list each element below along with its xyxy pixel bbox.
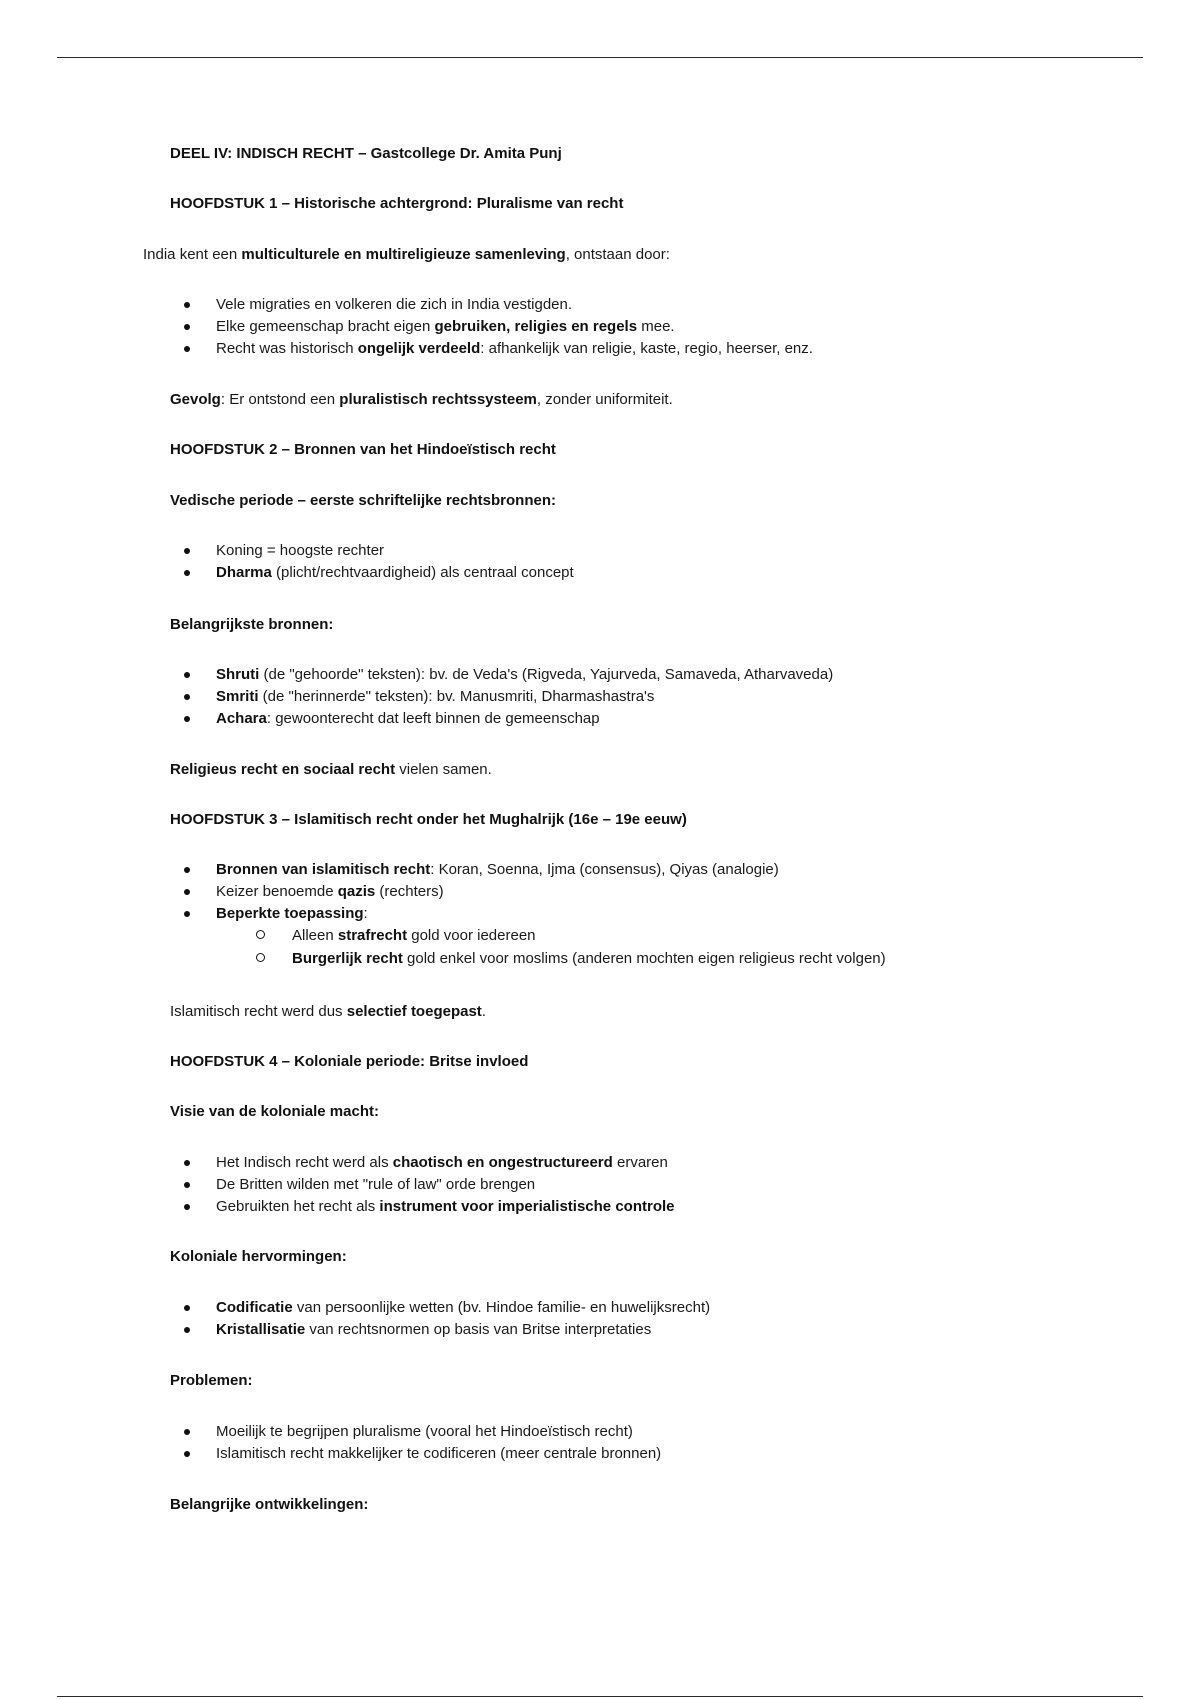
vedic-list (184, 540, 574, 584)
bullet-icon (184, 570, 190, 576)
list-item: Keizer benoemde qazis (rechters) (184, 881, 779, 903)
list-item: Islamitisch recht makkelijker te codificeren (meer centrale bronnen) (184, 1443, 661, 1465)
list-item: Burgerlijk recht gold enkel voor moslims (anderen mochten eigen religieus recht volgen) (256, 948, 886, 971)
list-item: Het Indisch recht werd als chaotisch en ongestructureerd ervaren (184, 1152, 675, 1174)
sources-heading: Belangrijkste bronnen: (170, 616, 334, 633)
gevolg-paragraph: Gevolg: Er ontstond een pluralistisch rechtssysteem, zonder uniformiteit. (170, 391, 673, 408)
chapter-1-heading: HOOFDSTUK 1 – Historische achtergrond: Pluralisme van recht (170, 195, 624, 212)
list-item: Koning = hoogste rechter (184, 540, 574, 562)
chapter-3-heading: HOOFDSTUK 3 – Islamitisch recht onder het Mughalrijk (16e – 19e eeuw) (170, 811, 687, 828)
circle-bullet-icon (256, 953, 265, 962)
document-title: DEEL IV: INDISCH RECHT – Gastcollege Dr. Amita Punj (170, 145, 562, 162)
bullet-icon (184, 1204, 190, 1210)
bullet-icon (184, 889, 190, 895)
list-item: Smriti (de "herinnerde" teksten): bv. Manusmriti, Dharmashastra's (184, 686, 833, 708)
list-item: Gebruikten het recht als instrument voor imperialistische controle (184, 1196, 675, 1218)
colonial-reforms-heading: Koloniale hervormingen: (170, 1248, 347, 1265)
problems-list (184, 1421, 661, 1465)
application-sublist (216, 925, 886, 971)
vedic-period-heading: Vedische periode – eerste schriftelijke rechtsbronnen: (170, 492, 556, 509)
problems-heading: Problemen: (170, 1372, 253, 1389)
colonial-vision-heading: Visie van de koloniale macht: (170, 1103, 379, 1120)
bullet-icon (184, 1327, 190, 1333)
bullet-icon (184, 548, 190, 554)
bullet-icon (184, 672, 190, 678)
migration-list (184, 294, 813, 360)
list-item: Alleen strafrecht gold voor iedereen (256, 925, 886, 948)
list-item: Kristallisatie van rechtsnormen op basis van Britse interpretaties (184, 1319, 710, 1341)
bullet-icon (184, 694, 190, 700)
chapter-4-heading: HOOFDSTUK 4 – Koloniale periode: Britse invloed (170, 1053, 529, 1070)
list-item: Achara: gewoonterecht dat leeft binnen de gemeenschap (184, 708, 833, 730)
list-item: Codificatie van persoonlijke wetten (bv. Hindoe familie- en huwelijksrecht) (184, 1297, 710, 1319)
list-item: Vele migraties en volkeren die zich in India vestigden. (184, 294, 813, 316)
list-item: Elke gemeenschap bracht eigen gebruiken, religies en regels mee. (184, 316, 813, 338)
list-item: Dharma (plicht/rechtvaardigheid) als centraal concept (184, 562, 574, 584)
bullet-icon (184, 1160, 190, 1166)
bullet-icon (184, 346, 190, 352)
chapter-2-heading: HOOFDSTUK 2 – Bronnen van het Hindoeïstisch recht (170, 441, 556, 458)
bullet-icon (184, 1429, 190, 1435)
intro-paragraph: India kent een multiculturele en multireligieuze samenleving, ontstaan door: (143, 246, 670, 263)
religious-law-paragraph: Religieus recht en sociaal recht vielen samen. (170, 761, 492, 778)
colonial-vision-list (184, 1152, 675, 1218)
selective-paragraph: Islamitisch recht werd dus selectief toegepast. (170, 1003, 486, 1020)
list-item: Shruti (de "gehoorde" teksten): bv. de Veda's (Rigveda, Yajurveda, Samaveda, Atharvaveda) (184, 664, 833, 686)
bullet-icon (184, 716, 190, 722)
list-item: Beperkte toepassing: (184, 903, 779, 925)
developments-heading: Belangrijke ontwikkelingen: (170, 1496, 369, 1513)
list-item: De Britten wilden met "rule of law" orde brengen (184, 1174, 675, 1196)
bullet-icon (184, 867, 190, 873)
bullet-icon (184, 1451, 190, 1457)
footer-rule (57, 1696, 1143, 1697)
bullet-icon (184, 1182, 190, 1188)
colonial-reforms-list (184, 1297, 710, 1341)
list-item: Moeilijk te begrijpen pluralisme (vooral het Hindoeïstisch recht) (184, 1421, 661, 1443)
sources-list (184, 664, 833, 730)
bullet-icon (184, 324, 190, 330)
bullet-icon (184, 911, 190, 917)
bullet-icon (184, 1305, 190, 1311)
list-item: Bronnen van islamitisch recht: Koran, Soenna, Ijma (consensus), Qiyas (analogie) (184, 859, 779, 881)
bullet-icon (184, 302, 190, 308)
list-item: Recht was historisch ongelijk verdeeld: afhankelijk van religie, kaste, regio, heerser, enz. (184, 338, 813, 360)
circle-bullet-icon (256, 930, 265, 939)
islamic-law-list (184, 859, 779, 925)
